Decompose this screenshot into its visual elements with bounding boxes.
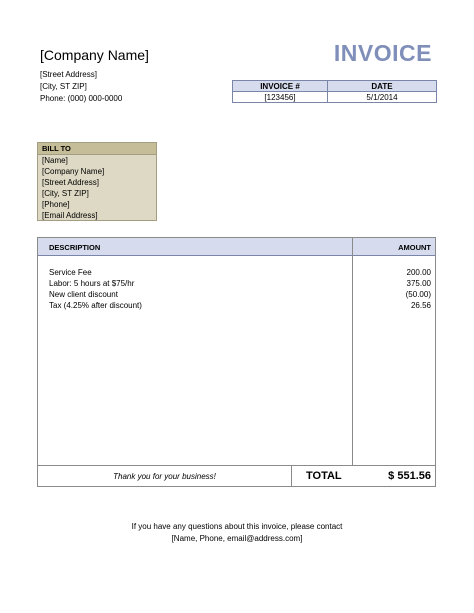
company-name: [Company Name] [40, 47, 149, 63]
bill-to-company[interactable]: [Company Name] [42, 167, 105, 176]
invoice-title: INVOICE [333, 40, 432, 66]
company-street: [Street Address] [40, 70, 97, 79]
contact-line-2: [Name, Phone, email@address.com] [171, 534, 303, 543]
line-item-description[interactable]: Labor: 5 hours at $75/hr [49, 279, 135, 288]
line-item-description[interactable]: Service Fee [49, 268, 92, 277]
line-item-amount[interactable]: 200.00 [406, 268, 431, 277]
total-value: $ 551.56 [388, 470, 431, 482]
bill-to-phone[interactable]: [Phone] [42, 200, 70, 209]
invoice-number-value[interactable]: [123456] [233, 92, 328, 103]
thank-you-message: Thank you for your business! [113, 472, 216, 481]
line-item-amount[interactable]: (50.00) [405, 290, 431, 299]
line-items-table [37, 237, 436, 487]
total-divider [291, 466, 292, 487]
invoice-number-header: INVOICE # [233, 81, 328, 92]
line-item-description[interactable]: New client discount [49, 290, 118, 299]
total-row [38, 465, 435, 487]
bill-to-street[interactable]: [Street Address] [42, 178, 99, 187]
bill-to-email[interactable]: [Email Address] [42, 211, 98, 220]
contact-line-1: If you have any questions about this invoice, please contact [131, 522, 343, 531]
line-items-header [38, 238, 435, 256]
description-header: DESCRIPTION [49, 243, 101, 252]
bill-to-box [37, 142, 157, 221]
line-item-amount[interactable]: 26.56 [410, 301, 431, 310]
company-city: [City, ST ZIP] [40, 82, 87, 91]
line-item-amount[interactable]: 375.00 [406, 279, 431, 288]
total-label: TOTAL [306, 470, 342, 482]
line-item-description[interactable]: Tax (4.25% after discount) [49, 301, 142, 310]
bill-to-city[interactable]: [City, ST ZIP] [42, 189, 89, 198]
bill-to-name[interactable]: [Name] [42, 156, 68, 165]
bill-to-header: BILL TO [38, 143, 156, 155]
date-value[interactable]: 5/1/2014 [328, 92, 437, 103]
amount-header: AMOUNT [398, 243, 431, 252]
invoice-meta-table [232, 80, 437, 103]
company-phone: Phone: (000) 000-0000 [40, 94, 123, 103]
date-header: DATE [328, 81, 437, 92]
column-divider [352, 238, 353, 465]
